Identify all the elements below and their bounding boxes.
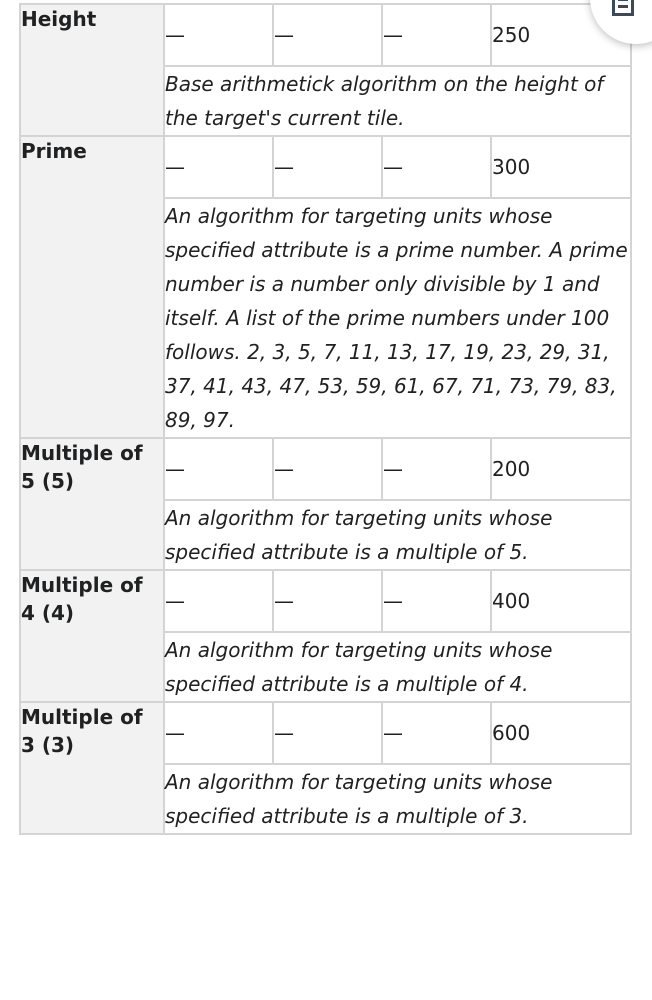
value-cell: — [382,438,491,500]
value-cell: — [273,438,382,500]
skills-table-container [19,3,632,835]
skill-description: An algorithm for targeting units whose specified attribute is a prime number. A prime number is a number only divisible by 1 and itself. A list of the prime numbers under 100 follows. 2, 3, 5, 7, 11, 13, 17, 19, 23, 29, 31, 37, 41, 43, 47, 53, 59, 61, 67, 71, 73, 79, 83, 89, 97. [164,198,631,438]
skills-table [19,3,632,835]
skill-name: Height [20,4,164,136]
value-cell: — [382,4,491,66]
value-cell: — [382,702,491,764]
skill-description: An algorithm for targeting units whose specified attribute is a multiple of 3. [164,764,631,834]
skill-name: Multiple of 3 (3) [20,702,164,834]
notes-icon [612,0,634,16]
value-cell: — [164,4,273,66]
value-cell: — [164,570,273,632]
cost-cell: 200 [491,438,631,500]
skill-name: Multiple of 4 (4) [20,570,164,702]
table-row [20,136,631,198]
cost-cell: 300 [491,136,631,198]
cost-cell: 400 [491,570,631,632]
table-row [20,438,631,500]
cost-cell: 600 [491,702,631,764]
skill-description: An algorithm for targeting units whose specified attribute is a multiple of 5. [164,500,631,570]
skill-name: Prime [20,136,164,438]
skill-description: An algorithm for targeting units whose specified attribute is a multiple of 4. [164,632,631,702]
value-cell: — [382,570,491,632]
value-cell: — [164,438,273,500]
cost-cell: 250 [491,4,631,66]
table-row [20,702,631,764]
value-cell: — [273,136,382,198]
value-cell: — [273,702,382,764]
skill-name: Multiple of 5 (5) [20,438,164,570]
value-cell: — [273,4,382,66]
value-cell: — [273,570,382,632]
skill-description: Base arithmetick algorithm on the height of the target's current tile. [164,66,631,136]
value-cell: — [164,702,273,764]
table-row [20,570,631,632]
table-row [20,4,631,66]
value-cell: — [382,136,491,198]
value-cell: — [164,136,273,198]
